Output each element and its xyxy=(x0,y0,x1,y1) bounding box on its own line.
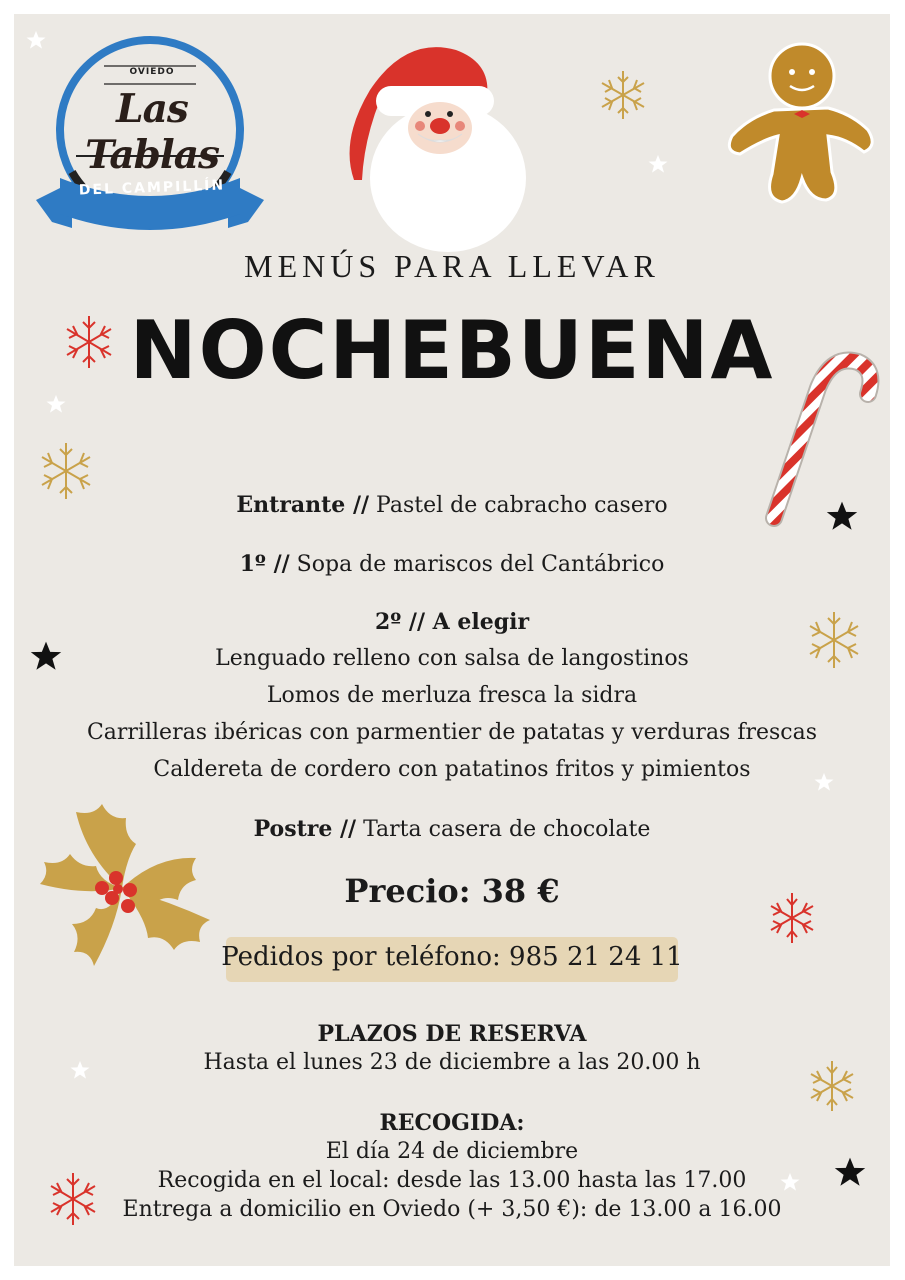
star-icon xyxy=(46,394,66,414)
entrante-dish: Pastel de cabracho casero xyxy=(376,493,668,518)
primero-label: 1º // xyxy=(239,551,290,577)
postre-label: Postre // xyxy=(253,816,357,842)
santa-icon xyxy=(336,30,536,254)
logo-ribbon: DEL CAMPILLÍN xyxy=(78,177,226,199)
recogida-heading: RECOGIDA: xyxy=(379,1110,525,1136)
reserva-heading: PLAZOS DE RESERVA xyxy=(317,1021,587,1047)
snowflake-icon xyxy=(596,68,650,122)
recogida-line: Entrega a domicilio en Oviedo (+ 3,50 €): de 13.00 a 16.00 xyxy=(122,1197,782,1222)
star-icon xyxy=(648,154,668,174)
recogida-line: El día 24 de diciembre xyxy=(325,1139,579,1164)
segundo-option: Lenguado relleno con salsa de langostinos xyxy=(215,646,689,671)
logo-city: OVIEDO xyxy=(129,67,175,77)
menu-postre xyxy=(14,816,890,842)
price: Precio: 38 € xyxy=(344,872,560,910)
segundo-option: Carrilleras ibéricas con parmentier de patatas y verduras frescas xyxy=(86,720,818,745)
recogida-line: Recogida en el local: desde las 13.00 hasta las 17.00 xyxy=(157,1168,747,1193)
snowflake-icon xyxy=(60,313,118,371)
reserva-text: Hasta el lunes 23 de diciembre a las 20.00 h xyxy=(203,1050,701,1075)
menu-segundo-heading: 2º // A elegir xyxy=(374,609,530,635)
menu-entrante xyxy=(14,492,890,518)
segundo-option: Caldereta de cordero con patatinos fritos y pimientos xyxy=(153,757,751,782)
subtitle: MENÚS PARA LLEVAR xyxy=(244,248,660,284)
logo-name: Las Tablas xyxy=(85,86,219,178)
menu-primero xyxy=(14,551,890,577)
page-title: NOCHEBUENA xyxy=(129,304,775,397)
primero-dish: Sopa de mariscos del Cantábrico xyxy=(296,552,665,577)
gingerbread-icon xyxy=(718,28,878,218)
segundo-option: Lomos de merluza fresca la sidra xyxy=(266,683,638,708)
postre-dish: Tarta casera de chocolate xyxy=(363,817,651,842)
star-icon xyxy=(26,30,46,50)
phone-orders: Pedidos por teléfono: 985 21 24 11 xyxy=(221,942,683,972)
entrante-label: Entrante // xyxy=(236,492,370,518)
menu-poster xyxy=(14,14,890,1266)
